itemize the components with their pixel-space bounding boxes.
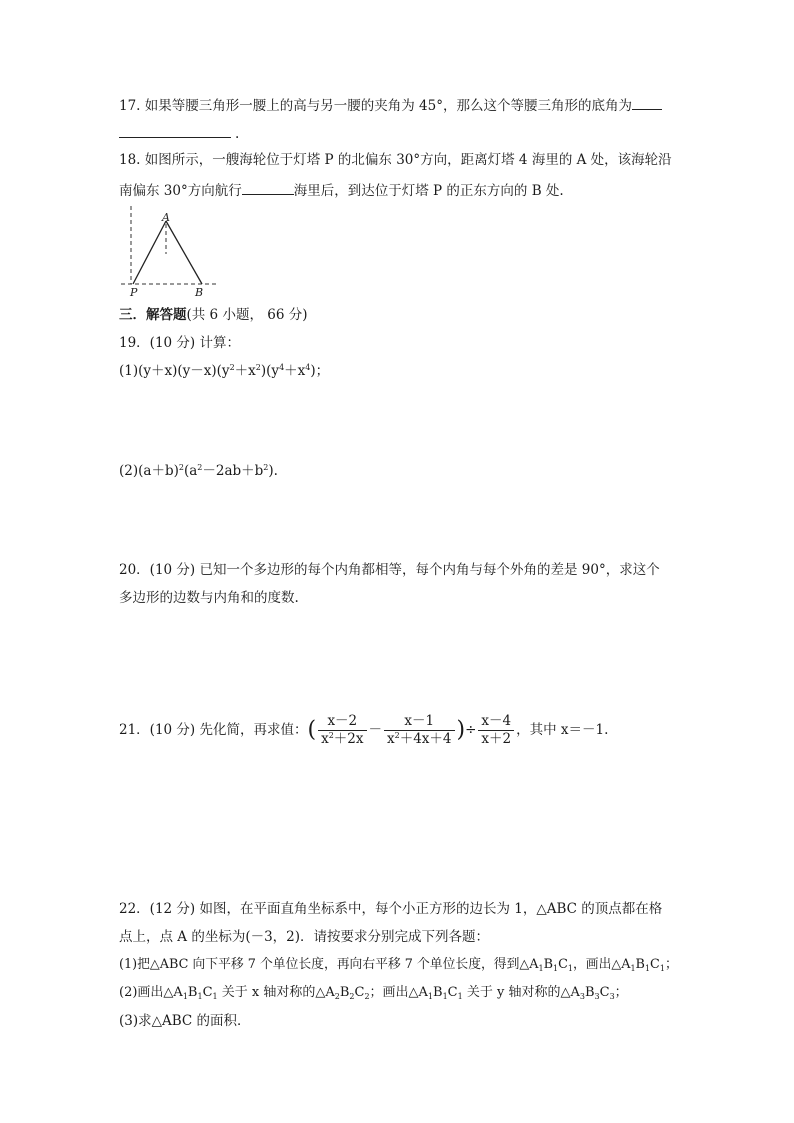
q19-p2-exp-b: 2 [197, 463, 203, 472]
q22-l4-s1: 1 [182, 992, 188, 1001]
q19-p1-exp-d: 4 [305, 363, 311, 372]
q22-l4-s12: 3 [609, 992, 615, 1001]
q21-f2-den-exp: 2 [394, 731, 400, 740]
q22-line4 [119, 984, 628, 1002]
q21-fraction-1 [318, 714, 366, 747]
q22-l3-g: ； [664, 957, 678, 972]
q21-paren-close: ) [456, 717, 466, 743]
q19-head-text: 19．(10 分) 计算： [119, 335, 240, 351]
q22-l4-i: C [447, 985, 458, 1000]
q18-text-line2b: 海里后，到达位于灯塔 P 的正东方向的 B 处. [293, 183, 564, 199]
q22-l4-b: B [187, 985, 198, 1000]
q21-fraction-2 [384, 714, 455, 747]
q18-text-line2a: 南偏东 30°方向航行 [119, 183, 242, 199]
q18-text-line1: 18. 如图所示，一艘海轮位于灯塔 P 的北偏东 30°方向，距离灯塔 4 海里的 A 处，该海轮沿 [119, 152, 672, 168]
q21-f3-den: x＋2 [481, 731, 512, 747]
q22-l3-s6: 1 [659, 964, 665, 973]
q21-head: 21．(10 分) 先化简，再求值： [119, 722, 308, 738]
q21-tail: ，其中 x＝－1. [516, 722, 609, 738]
q22-l4-e: B [339, 985, 350, 1000]
q22-l4-s4: 2 [334, 992, 340, 1001]
q19-p2-b: (a [183, 463, 198, 479]
q22-l3-s3: 1 [567, 964, 573, 973]
q20-text-line2: 多边形的边数与内角和的度数. [119, 590, 299, 606]
segment-pa [133, 221, 166, 284]
q21-f1-den-x: x [321, 731, 329, 747]
q22-l3-s1: 1 [538, 964, 544, 973]
q22-text-line2: 点上，点 A 的坐标为(－3，2)．请按要求分别完成下列各题： [119, 929, 490, 945]
label-p: P [130, 286, 138, 299]
q21-f2-den [384, 731, 455, 747]
q21-line [119, 712, 608, 748]
q19-head [119, 334, 240, 352]
section3-title: 三．解答题 [119, 307, 187, 323]
q22-l4-m: ； [614, 985, 628, 1000]
q17-answer-blank-b[interactable] [119, 123, 231, 138]
q22-line1 [119, 900, 662, 918]
q22-l3-d: ，画出△A [572, 957, 631, 972]
q18-line1 [119, 151, 672, 169]
q22-l4-s8: 1 [442, 992, 448, 1001]
q21-divide: ÷ [465, 722, 477, 738]
q17-line1 [119, 95, 662, 115]
q22-l4-f: C [354, 985, 365, 1000]
q21-f1-den-rest: ＋2x [333, 731, 364, 747]
q21-f1-den-exp: 2 [328, 731, 334, 740]
q21-paren-open: ( [307, 717, 317, 743]
segment-ab [166, 221, 202, 284]
section3-heading [119, 306, 307, 324]
q21-f1-den [318, 731, 366, 747]
q19-p1-a: (1)(y＋x)(y－x)(y [119, 363, 230, 379]
q22-l4-s2: 1 [197, 992, 203, 1001]
q19-part1 [119, 362, 329, 380]
q22-line2 [119, 928, 489, 946]
q22-line3 [119, 956, 678, 974]
q20-line2 [119, 589, 299, 607]
q22-l4-s9: 1 [457, 992, 463, 1001]
q22-l4-j: 关于 y 轴对称的△A [462, 985, 580, 1000]
q19-p2-d: ). [268, 463, 278, 479]
q22-l4-s10: 3 [579, 992, 585, 1001]
q22-l3-s4: 1 [630, 964, 636, 973]
q22-l4-s6: 2 [364, 992, 370, 1001]
q17-text: 17. 如果等腰三角形一腰上的高与另一腰的夹角为 45°，那么这个等腰三角形的底角为 [119, 98, 632, 114]
q19-p1-e: )； [310, 363, 330, 379]
label-b: B [195, 286, 204, 299]
q19-p1-exp-c: 4 [279, 363, 285, 372]
q22-l4-s7: 1 [427, 992, 434, 1001]
q19-p1-c: )(y [260, 363, 280, 379]
q22-l4-d: 关于 x 轴对称的△A [217, 985, 335, 1000]
q21-minus: － [368, 722, 382, 738]
q22-l4-h: B [433, 985, 443, 1000]
q19-p2-exp-c: 2 [263, 463, 269, 472]
q22-l4-c: C [202, 985, 213, 1000]
q22-l4-g: ；画出△A [369, 985, 428, 1000]
q22-l3-a: (1)把△ABC 向下平移 7 个单位长度，再向右平移 7 个单位长度，得到△A [119, 957, 539, 972]
q21-f2-den-rest: ＋4x＋4 [399, 731, 452, 747]
q22-l3-s5: 1 [644, 964, 651, 973]
q20-line1 [119, 561, 660, 579]
q22-l4-s5: 2 [349, 992, 355, 1001]
q22-l4-k: B [584, 985, 595, 1000]
q19-p2-exp-a: 2 [178, 463, 184, 472]
q22-line5 [119, 1012, 251, 1030]
q22-text-line1: 22．(12 分) 如图，在平面直角坐标系中，每个小正方形的边长为 1，△ABC 的顶点都在格 [119, 901, 663, 917]
q19-p1-b: ＋x [234, 363, 256, 379]
q22-l3-b: B [543, 957, 553, 972]
q17-line2 [119, 123, 239, 143]
q22-l3-f: C [650, 957, 660, 972]
q22-l4-a: (2)画出△A [119, 985, 183, 1000]
q19-p1-exp-a: 2 [229, 363, 235, 372]
q19-p2-a: (2)(a＋b) [119, 463, 179, 479]
q22-text-line5: (3)求△ABC 的面积． [119, 1013, 251, 1029]
q21-f3-num: x－4 [478, 714, 514, 731]
section3-detail: (共 6 小题， 66 分) [186, 307, 308, 323]
q22-l3-e: B [635, 957, 645, 972]
q19-p1-exp-b: 2 [255, 363, 261, 372]
q19-p1-d: ＋x [284, 363, 306, 379]
q19-p2-c: －2ab＋b [202, 463, 264, 479]
q21-fraction-3 [478, 714, 514, 747]
q22-l4-s11: 3 [594, 992, 600, 1001]
q22-l3-s2: 1 [552, 964, 559, 973]
q17-answer-blank-a[interactable] [632, 95, 662, 110]
q22-l4-s3: 1 [212, 992, 218, 1001]
q19-part2 [119, 462, 278, 480]
lighthouse-diagram [119, 204, 229, 300]
q21-f2-den-x: x [387, 731, 395, 747]
q18-answer-blank[interactable] [242, 180, 294, 195]
q17-end: . [235, 126, 240, 142]
q21-f1-num: x－2 [318, 714, 366, 731]
label-a: A [162, 211, 170, 224]
q20-text-line1: 20．(10 分) 已知一个多边形的每个内角都相等，每个内角与每个外角的差是 90°，求这个 [119, 562, 660, 578]
q22-l3-c: C [558, 957, 568, 972]
q18-line2 [119, 180, 564, 200]
q21-f2-num: x－1 [384, 714, 455, 731]
q22-l4-l: C [599, 985, 610, 1000]
